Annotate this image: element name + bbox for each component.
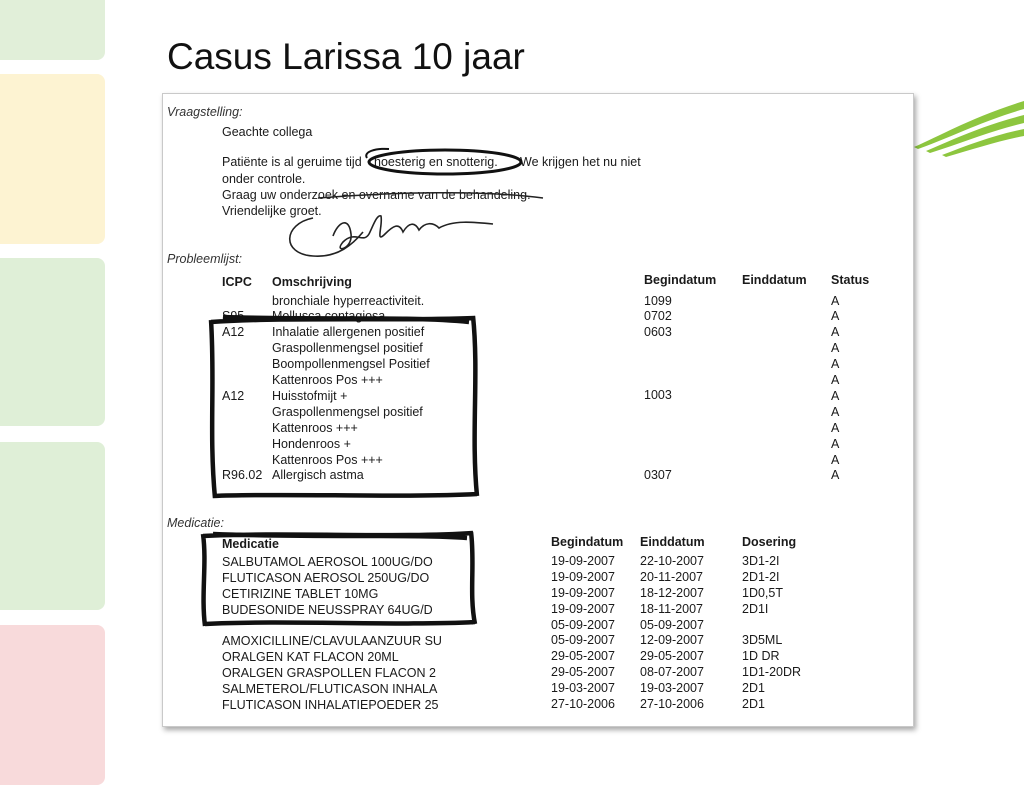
med-end: 12-09-2007 — [640, 633, 704, 647]
problem-description: bronchiale hyperreactiviteit. — [272, 294, 425, 308]
letter-closing: Vriendelijke groet. — [222, 204, 322, 218]
green-swoosh-logo — [912, 95, 1024, 165]
med-dose: 1D DR — [742, 649, 780, 663]
side-tab-4 — [0, 442, 105, 610]
problem-description: Boompollenmengsel Positief — [272, 357, 430, 371]
signature-mark — [290, 216, 493, 256]
problem-status: A — [831, 468, 840, 482]
col-header-status: Status — [831, 273, 870, 287]
problem-start: 0307 — [644, 468, 672, 482]
med-name: CETIRIZINE TABLET 10MG — [222, 587, 379, 601]
section-label-problems: Probleemlijst: — [167, 252, 243, 266]
med-dose: 2D1-2I — [742, 570, 780, 584]
problem-description: Graspollenmengsel positief — [272, 341, 423, 355]
problem-status: A — [831, 453, 840, 467]
problem-status: A — [831, 309, 840, 323]
col-header-description: Omschrijving — [272, 275, 352, 289]
med-start: 27-10-2006 — [551, 697, 615, 711]
problem-status: A — [831, 421, 840, 435]
side-tab-2 — [0, 74, 105, 244]
problem-status: A — [831, 325, 840, 339]
problem-icpc: R96.02 — [222, 468, 263, 482]
med-dose: 1D0,5T — [742, 586, 783, 600]
letter-line-1b: hoesterig en snotterig. — [374, 155, 498, 169]
med-end: 22-10-2007 — [640, 554, 704, 568]
letter-line-1a: Patiënte is al geruime tijd — [222, 155, 362, 169]
problem-start: 0603 — [644, 325, 672, 339]
med-start: 19-09-2007 — [551, 602, 615, 616]
med-dose: 3D5ML — [742, 633, 783, 647]
med-dose: 3D1-2I — [742, 554, 780, 568]
problem-description: Kattenroos Pos +++ — [272, 453, 383, 467]
problem-icpc: A12 — [222, 389, 245, 403]
col-header-icpc: ICPC — [222, 275, 252, 289]
med-name: FLUTICASON INHALATIEPOEDER 25 — [222, 698, 439, 712]
med-name: SALBUTAMOL AEROSOL 100UG/DO — [222, 555, 433, 569]
problem-status: A — [831, 294, 840, 308]
problem-description: Inhalatie allergenen positief — [272, 325, 425, 339]
problem-status: A — [831, 389, 840, 403]
med-dose: 2D1 — [742, 697, 765, 711]
problem-description: Kattenroos +++ — [272, 421, 358, 435]
med-name: AMOXICILLINE/CLAVULAANZUUR SU — [222, 634, 442, 648]
med-name: BUDESONIDE NEUSSPRAY 64UG/D — [222, 603, 433, 617]
scanned-referral-letter — [162, 93, 914, 727]
med-start: 29-05-2007 — [551, 665, 615, 679]
col-header-end-date: Einddatum — [742, 273, 807, 287]
med-name: FLUTICASON AEROSOL 250UG/DO — [222, 571, 430, 585]
problem-status: A — [831, 405, 840, 419]
med-start: 19-09-2007 — [551, 570, 615, 584]
section-label-medication: Medicatie: — [167, 516, 224, 530]
letter-line-3: Graag uw onderzoek en overname van de behandeling. — [222, 188, 531, 202]
col-header-medication: Medicatie — [222, 537, 279, 551]
med-end: 05-09-2007 — [640, 618, 704, 632]
letter-line-1c: We krijgen het nu niet — [520, 155, 641, 169]
letter-line-2: onder controle. — [222, 172, 306, 186]
section-label-question: Vraagstelling: — [167, 105, 243, 119]
problem-start: 1099 — [644, 294, 672, 308]
side-tab-5 — [0, 625, 105, 785]
med-start: 19-09-2007 — [551, 586, 615, 600]
problem-start: 1003 — [644, 388, 672, 402]
med-start: 19-09-2007 — [551, 554, 615, 568]
slide-title: Casus Larissa 10 jaar — [167, 36, 525, 77]
problem-description: Huisstofmijt + — [272, 389, 348, 403]
problem-description: Kattenroos Pos +++ — [272, 373, 383, 387]
problem-description: Allergisch astma — [272, 468, 364, 482]
problem-start: 0702 — [644, 309, 672, 323]
col-header-med-start: Begindatum — [551, 535, 624, 549]
problem-description: Hondenroos + — [272, 437, 351, 451]
med-end: 08-07-2007 — [640, 665, 704, 679]
med-end: 29-05-2007 — [640, 649, 704, 663]
med-start: 05-09-2007 — [551, 618, 615, 632]
greeting: Geachte collega — [222, 125, 313, 139]
med-end: 19-03-2007 — [640, 681, 704, 695]
problem-icpc: A12 — [222, 325, 245, 339]
med-start: 19-03-2007 — [551, 681, 615, 695]
problem-icpc: S95 — [222, 309, 245, 323]
col-header-med-end: Einddatum — [640, 535, 705, 549]
med-start: 05-09-2007 — [551, 633, 615, 647]
med-end: 27-10-2006 — [640, 697, 704, 711]
problem-description: Graspollenmengsel positief — [272, 405, 423, 419]
med-end: 18-11-2007 — [640, 602, 704, 616]
problem-status: A — [831, 357, 840, 371]
problem-description: Mollusca contagiosa — [272, 309, 386, 323]
med-end: 20-11-2007 — [640, 570, 704, 584]
side-tab-3 — [0, 258, 105, 426]
col-header-dosage: Dosering — [742, 535, 797, 549]
med-name: ORALGEN GRASPOLLEN FLACON 2 — [222, 666, 436, 680]
med-start: 29-05-2007 — [551, 649, 615, 663]
med-dose: 2D1 — [742, 681, 765, 695]
med-end: 18-12-2007 — [640, 586, 704, 600]
col-header-start-date: Begindatum — [644, 273, 717, 287]
problem-status: A — [831, 341, 840, 355]
med-name: ORALGEN KAT FLACON 20ML — [222, 650, 399, 664]
med-name: SALMETEROL/FLUTICASON INHALA — [222, 682, 438, 696]
problem-status: A — [831, 373, 840, 387]
med-dose: 2D1I — [742, 602, 769, 616]
problem-status: A — [831, 437, 840, 451]
med-dose: 1D1-20DR — [742, 665, 802, 679]
side-tab-1 — [0, 0, 105, 60]
